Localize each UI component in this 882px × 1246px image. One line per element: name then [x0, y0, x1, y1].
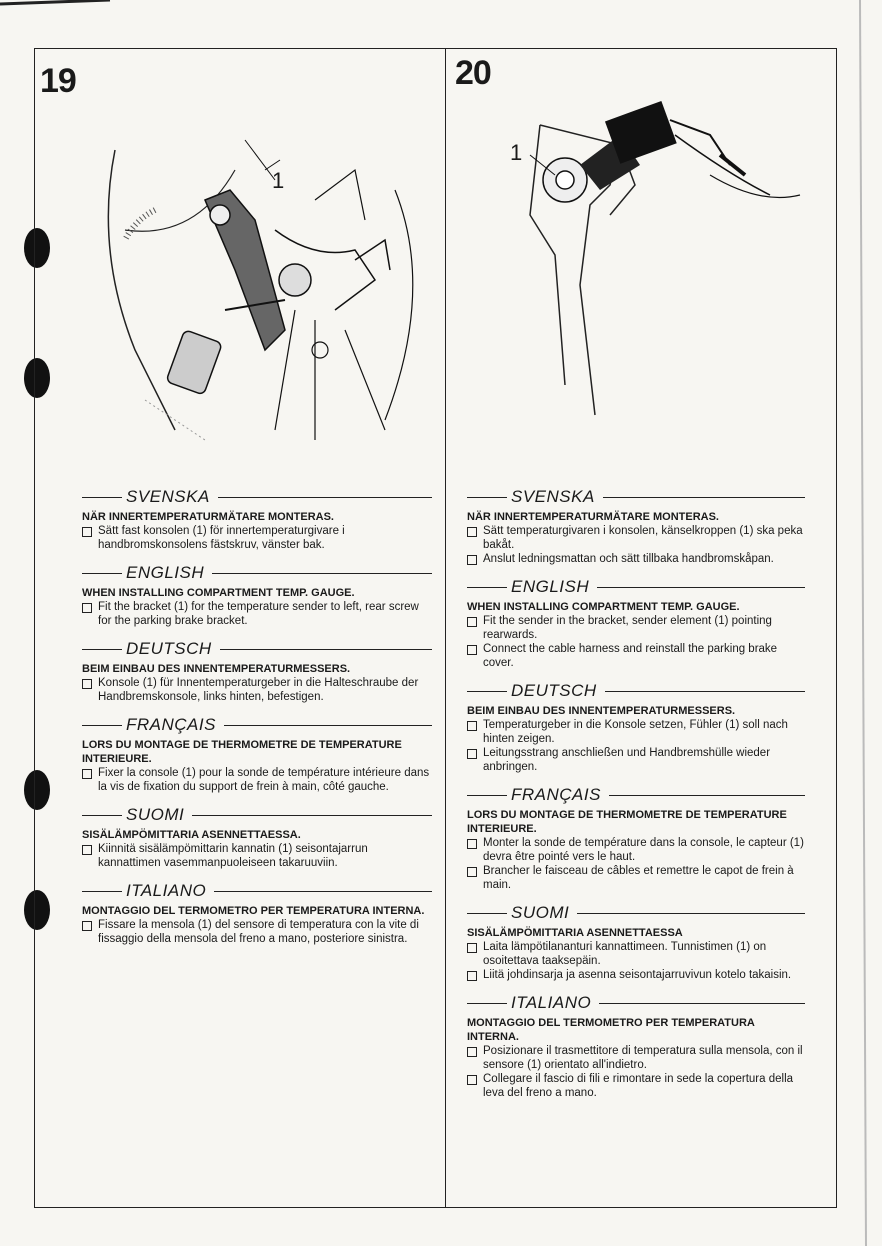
- checkbox-icon: [467, 555, 477, 565]
- instruction: Brancher le faisceau de câbles et remettre le capot de frein à main.: [483, 865, 794, 891]
- text-column-left: [82, 486, 432, 960]
- language-title: ENGLISH: [126, 563, 205, 582]
- language-title: ITALIANO: [511, 993, 592, 1012]
- figure-number-left: 19: [40, 62, 76, 100]
- checkbox-icon: [467, 645, 477, 655]
- checkbox-icon: [467, 527, 477, 537]
- instruction: Kiinnitä sisälämpömittarin kannatin (1) seisontajarrun kannattimen vasemmanpuoleiseen takaruuviin.: [98, 843, 368, 869]
- checkbox-icon: [82, 603, 92, 613]
- section-english: [82, 563, 432, 628]
- language-title: FRANÇAIS: [126, 715, 216, 734]
- checkbox-icon: [467, 971, 477, 981]
- section-heading: WHEN INSTALLING COMPARTMENT TEMP. GAUGE.: [82, 587, 355, 599]
- column-divider: [445, 48, 446, 1208]
- instruction: Konsole (1) für Innentemperaturgeber in die Halteschraube der Handbremskonsole, links hinten, befestigen.: [98, 677, 419, 703]
- section-heading: SISÄLÄMPÖMITTARIA ASENNETTAESSA.: [82, 829, 301, 841]
- section-italiano: [467, 993, 805, 1100]
- language-title: DEUTSCH: [126, 639, 212, 658]
- illustration-temp-sender: [470, 85, 815, 430]
- language-title: ENGLISH: [511, 577, 590, 596]
- checkbox-icon: [467, 721, 477, 731]
- checkbox-icon: [82, 679, 92, 689]
- checkbox-icon: [82, 921, 92, 931]
- checkbox-icon: [467, 839, 477, 849]
- section-italiano: [82, 881, 432, 946]
- instruction: Sätt temperaturgivaren i konsolen, känselkroppen (1) ska peka bakåt.: [483, 525, 803, 551]
- language-title: ITALIANO: [126, 881, 207, 900]
- section-english: [467, 577, 805, 670]
- instruction: Anslut ledningsmattan och sätt tillbaka handbromskåpan.: [483, 553, 774, 565]
- callout-1-right: 1: [510, 140, 522, 165]
- section-heading: WHEN INSTALLING COMPARTMENT TEMP. GAUGE.: [467, 601, 740, 613]
- section-francais: [467, 785, 805, 892]
- section-heading: LORS DU MONTAGE DE THERMOMETRE DE TEMPERATURE INTERIEURE.: [467, 809, 787, 835]
- section-heading: BEIM EINBAU DES INNENTEMPERATURMESSERS.: [467, 705, 736, 717]
- language-title: SVENSKA: [511, 487, 595, 506]
- section-svenska: [82, 487, 432, 552]
- figure-number-right: 20: [455, 54, 491, 92]
- section-deutsch: [82, 639, 432, 704]
- language-title: SVENSKA: [126, 487, 210, 506]
- section-svenska: [467, 487, 805, 566]
- instruction: Fit the bracket (1) for the temperature sender to left, rear screw for the parking brake bracket.: [98, 601, 419, 627]
- section-francais: [82, 715, 432, 794]
- language-title: SUOMI: [126, 805, 185, 824]
- section-heading: MONTAGGIO DEL TERMOMETRO PER TEMPERATURA INTERNA.: [82, 905, 425, 917]
- checkbox-icon: [467, 867, 477, 877]
- checkbox-icon: [467, 749, 477, 759]
- instruction: Fixer la console (1) pour la sonde de température intérieure dans la vis de fixation du support de frein à main, côté gauche.: [98, 767, 430, 793]
- instruction: Sätt fast konsolen (1) för innertemperaturgivare i handbromskonsolens fästskruv, vänster bak.: [98, 525, 345, 551]
- instruction: Fit the sender in the bracket, sender element (1) pointing rearwards.: [483, 615, 772, 641]
- instruction: Collegare il fascio di fili e rimontare in sede la copertura della leva del freno a mano.: [483, 1073, 794, 1099]
- section-heading: SISÄLÄMPÖMITTARIA ASENNETTAESSA: [467, 927, 683, 939]
- instruction: Temperaturgeber in die Konsole setzen, Fühler (1) soll nach hinten zeigen.: [483, 719, 788, 745]
- language-title: FRANÇAIS: [511, 785, 601, 804]
- instruction: Posizionare il trasmettitore di temperatura sulla mensola, con il sensore (1) orientato all'indietro.: [483, 1045, 803, 1071]
- illustration-brake-bracket: [55, 110, 440, 470]
- text-column-right: [467, 486, 805, 1114]
- instruction: Laita lämpötilananturi kannattimeen. Tunnistimen (1) on osoitettava taaksepäin.: [483, 941, 767, 967]
- section-heading: MONTAGGIO DEL TERMOMETRO PER TEMPERATURA INTERNA.: [467, 1017, 755, 1043]
- section-heading: NÄR INNERTEMPERATURMÄTARE MONTERAS.: [82, 511, 334, 523]
- section-suomi: [82, 805, 432, 870]
- instruction: Fissare la mensola (1) del sensore di temperatura con la vite di fissaggio della mensola del freno a mano, posteriore sinistra.: [98, 919, 419, 945]
- section-heading: NÄR INNERTEMPERATURMÄTARE MONTERAS.: [467, 511, 719, 523]
- language-title: SUOMI: [511, 903, 570, 922]
- instruction: Liitä johdinsarja ja asenna seisontajarruvivun kotelo takaisin.: [483, 969, 792, 981]
- checkbox-icon: [82, 527, 92, 537]
- instruction: Connect the cable harness and reinstall the parking brake cover.: [483, 643, 778, 669]
- section-deutsch: [467, 681, 805, 774]
- instruction: Leitungsstrang anschließen und Handbremshülle wieder anbringen.: [483, 747, 771, 773]
- section-suomi: [467, 903, 805, 982]
- instruction: Monter la sonde de température dans la console, le capteur (1) devra être pointé vers le haut.: [483, 837, 804, 863]
- language-title: DEUTSCH: [511, 681, 597, 700]
- checkbox-icon: [82, 845, 92, 855]
- checkbox-icon: [467, 1047, 477, 1057]
- checkbox-icon: [467, 943, 477, 953]
- section-heading: LORS DU MONTAGE DE THERMOMETRE DE TEMPERATURE INTERIEURE.: [82, 739, 402, 765]
- checkbox-icon: [467, 617, 477, 627]
- callout-1-left: 1: [272, 168, 284, 193]
- section-heading: BEIM EINBAU DES INNENTEMPERATURMESSERS.: [82, 663, 351, 675]
- checkbox-icon: [82, 769, 92, 779]
- checkbox-icon: [467, 1075, 477, 1085]
